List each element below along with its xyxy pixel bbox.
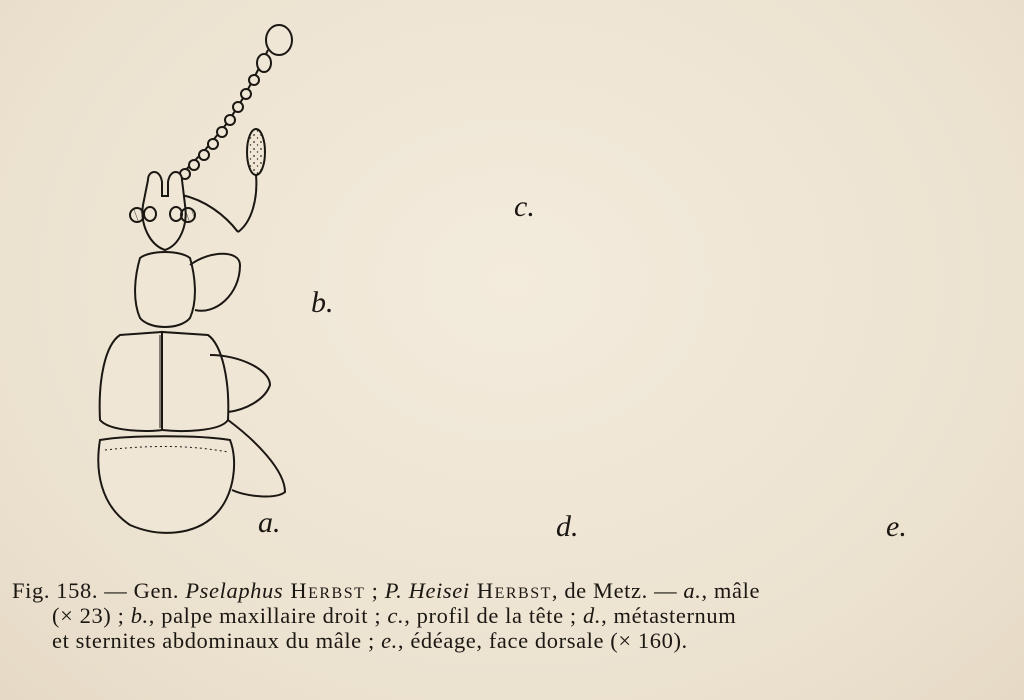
caption-run: (× 23) ; xyxy=(52,603,131,628)
caption-run: , édéage, face dorsale (× 160). xyxy=(397,628,688,653)
caption-run: d. xyxy=(583,603,602,628)
caption-run: P. Heisei xyxy=(384,578,470,603)
head xyxy=(130,172,195,250)
caption-run: et sternites abdominaux du mâle ; xyxy=(52,628,382,653)
drawing-a-male-beetle xyxy=(98,25,292,533)
caption-run: c. xyxy=(387,603,405,628)
caption-run: ; xyxy=(365,578,385,603)
panel-label-a: a. xyxy=(258,506,281,539)
abdomen xyxy=(98,436,234,533)
caption-run: Herbst xyxy=(469,578,552,603)
pronotum xyxy=(135,252,195,327)
caption-run: Fig. 158. — Gen. xyxy=(12,578,186,603)
caption-run: Herbst xyxy=(283,578,366,603)
caption-line-2 xyxy=(12,603,1002,628)
figure-caption xyxy=(12,578,1002,653)
caption-run: , métasternum xyxy=(601,603,737,628)
caption-line-3 xyxy=(12,628,1002,653)
caption-run: , palpe maxillaire droit ; xyxy=(148,603,388,628)
panel-label-d: d. xyxy=(556,510,579,543)
panel-label-b: b. xyxy=(311,286,334,319)
caption-run: , de Metz. — xyxy=(551,578,684,603)
caption-run: , mâle xyxy=(701,578,761,603)
caption-line-1 xyxy=(12,578,1002,603)
caption-run: b. xyxy=(130,603,149,628)
elytra xyxy=(100,332,162,431)
caption-run: Pselaphus xyxy=(185,578,284,603)
caption-run: a. xyxy=(683,578,702,603)
caption-run: , profil de la tête ; xyxy=(404,603,583,628)
panel-label-e: e. xyxy=(886,510,907,543)
antenna xyxy=(178,25,292,179)
caption-run: e. xyxy=(381,628,398,653)
panel-label-c: c. xyxy=(514,190,535,223)
